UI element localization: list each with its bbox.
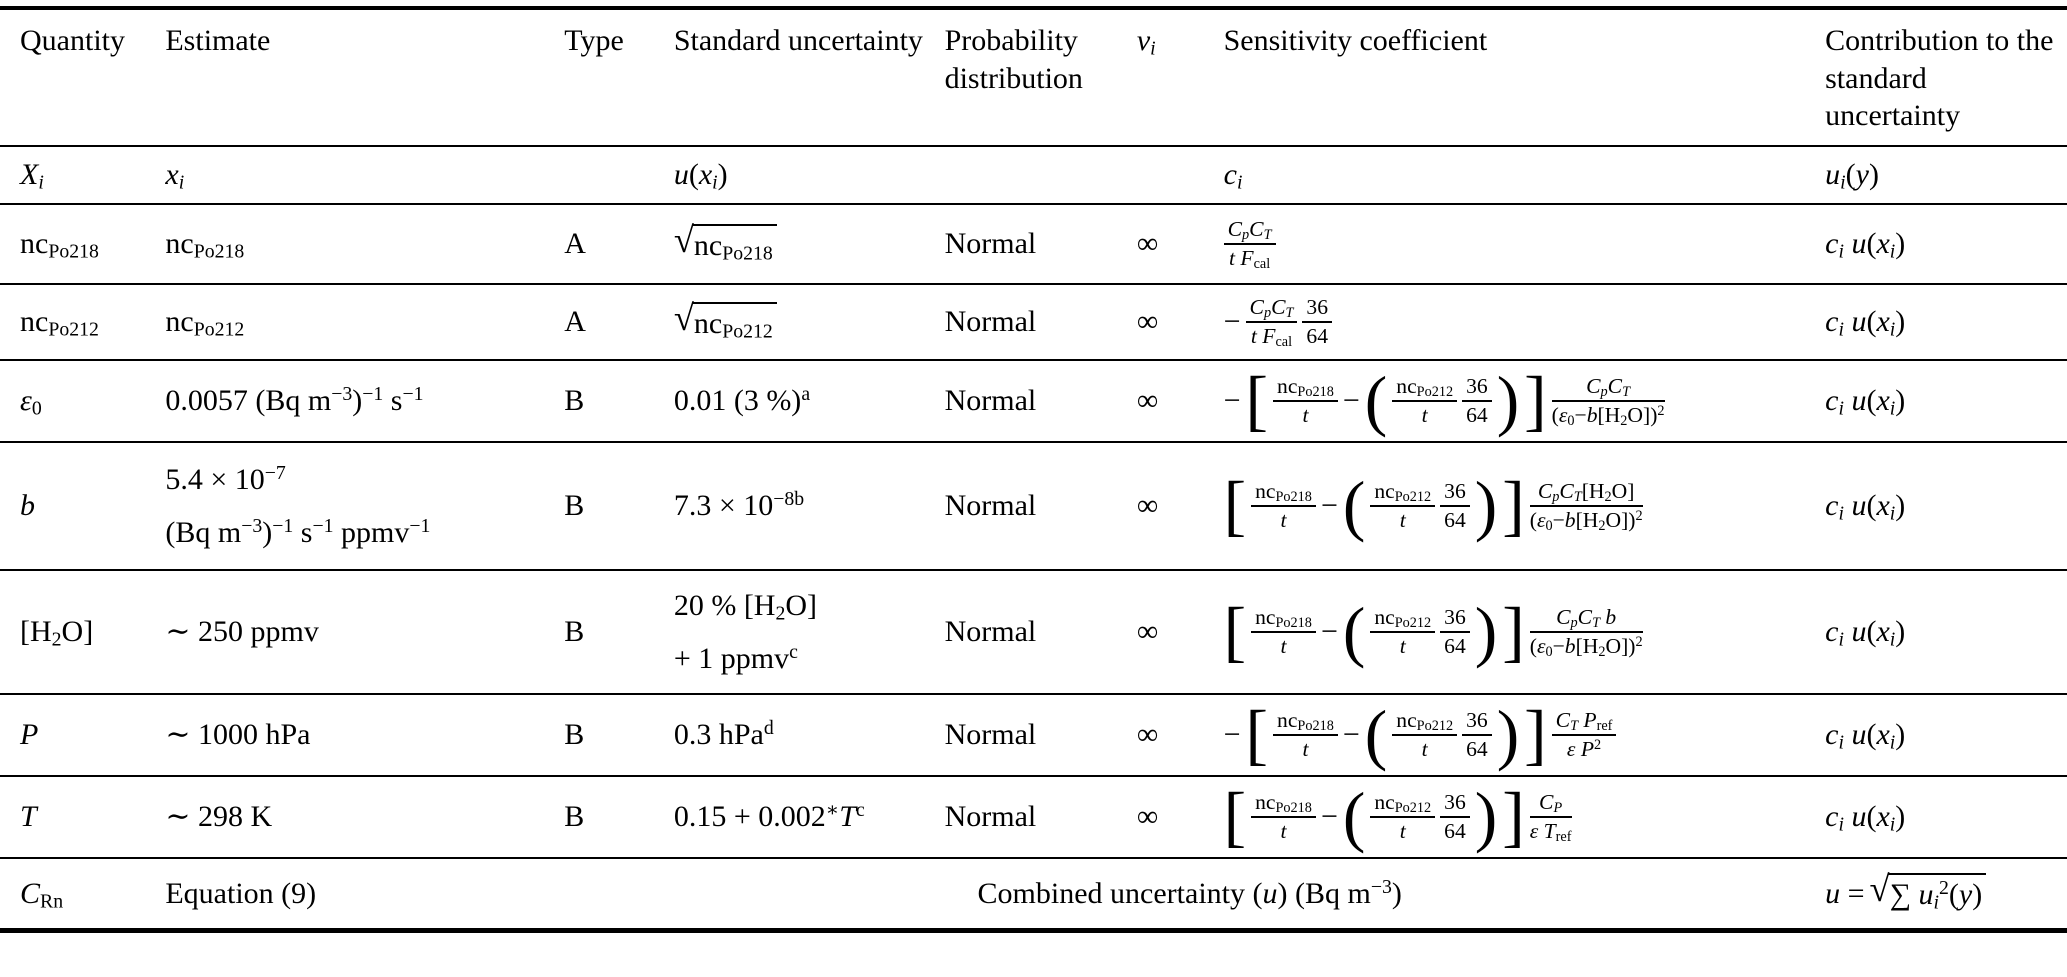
text-line: 20 % $[H_2O]$ — [673, 588, 818, 624]
cell-standard-uncertainty — [674, 570, 945, 694]
estimate-lines — [165, 716, 554, 754]
text-line: (Bq $m^{-3})^{-1}$ $s^{-1}$ ppmv$^{-1}$ — [165, 515, 431, 549]
cell-estimate — [165, 204, 564, 284]
text-line: ∼ 298 K — [165, 800, 273, 834]
cell-estimate — [165, 360, 564, 442]
fraction — [1370, 605, 1435, 659]
numerator: $nc_{Po212}$ — [1370, 790, 1435, 818]
fraction — [1251, 605, 1316, 659]
bracket-delimiter: ( — [1364, 697, 1388, 772]
formula-text: u = — [1825, 876, 1865, 910]
radicand: $nc_{Po218}$ — [692, 224, 777, 265]
cell-degrees-of-freedom: ∞ — [1136, 384, 1159, 418]
fraction — [1552, 374, 1665, 428]
table-row — [0, 776, 2067, 858]
table-row — [0, 360, 2067, 442]
denominator: t — [1302, 403, 1309, 427]
column-header-2: Type — [564, 24, 624, 57]
cell-type: B — [564, 384, 585, 418]
estimate-lines — [165, 225, 554, 263]
bracket-delimiter: [ — [1245, 363, 1269, 438]
denominator: t — [1280, 508, 1287, 532]
denominator: $(\varepsilon_0-b[H_2O])^2$ — [1529, 507, 1643, 535]
denominator: ε $T_{ref}$ — [1529, 819, 1572, 846]
cell-type: A — [564, 227, 586, 261]
formula — [1825, 868, 2057, 914]
table-row — [0, 694, 2067, 776]
cell-estimate: Equation (9) — [165, 876, 317, 910]
fraction — [1530, 790, 1572, 844]
cell-quantity: T — [20, 800, 37, 834]
formula — [1223, 468, 1816, 543]
fraction — [1246, 295, 1298, 349]
formula-text: − — [1320, 615, 1338, 649]
cell-standard-uncertainty — [674, 442, 945, 570]
cell-probability-distribution: Normal — [944, 227, 1037, 261]
fraction — [1370, 790, 1435, 844]
denominator: t — [1421, 737, 1428, 761]
bracket-delimiter: ] — [1502, 594, 1525, 669]
symbol-cell-2 — [564, 146, 674, 204]
denominator: t — [1399, 508, 1406, 532]
column-header-3: Standard uncertainty — [673, 24, 923, 57]
formula-text: − — [1223, 305, 1241, 339]
cell-type: B — [564, 489, 585, 523]
numerator: $C_P$ — [1530, 790, 1572, 818]
estimate-lines — [165, 303, 554, 341]
uncertainty-lines — [674, 716, 935, 754]
uncertainty-lines — [674, 487, 935, 525]
cell-estimate — [165, 442, 564, 570]
cell-contribution: $c_i$ $u(x_i)$ — [1825, 384, 1906, 420]
bracket-delimiter: ) — [1474, 594, 1498, 669]
bracket-delimiter: ) — [1496, 363, 1520, 438]
fraction — [1302, 295, 1332, 349]
numerator: $nc_{Po218}$ — [1251, 790, 1316, 818]
numerator: 36 — [1440, 605, 1470, 633]
formula-text: − — [1342, 384, 1360, 418]
fraction — [1251, 479, 1316, 533]
numerator: $C_pC_T$ — [1224, 217, 1276, 245]
cell-quantity: b — [20, 489, 35, 523]
text-line: 0.3 hPa$^d$ — [673, 717, 774, 752]
numerator: $nc_{Po212}$ — [1392, 374, 1457, 402]
bracket-delimiter: ( — [1342, 468, 1366, 543]
numerator: $nc_{Po212}$ — [1392, 708, 1457, 736]
cell-contribution: $c_i$ $u(x_i)$ — [1825, 227, 1906, 263]
denominator: 64 — [1444, 508, 1466, 532]
fraction — [1530, 605, 1643, 659]
denominator: t — [1421, 403, 1428, 427]
denominator: t — [1280, 634, 1287, 658]
numerator: $C_pC_T$ — [1552, 374, 1665, 402]
formula — [1224, 217, 1816, 271]
bracket-delimiter: [ — [1223, 468, 1247, 543]
uncertainty-lines — [674, 798, 935, 836]
radical-sign-icon: √ — [1869, 868, 1890, 909]
cell-quantity: $[H_2O]$ — [20, 615, 94, 651]
fraction — [1462, 708, 1492, 762]
table-body — [0, 146, 2067, 930]
denominator: ε $P^2$ — [1566, 736, 1602, 761]
table-row — [0, 442, 2067, 570]
text-line: 0.01 (3 %)$^a$ — [673, 383, 811, 418]
text-line: $nc_{Po218}$ — [165, 227, 245, 263]
fraction — [1440, 479, 1470, 533]
text-line: 0.0057 (Bq $m^{-3})^{-1}$ $s^{-1}$ — [165, 383, 424, 418]
fraction — [1251, 790, 1316, 844]
cell-contribution: $c_i$ $u(x_i)$ — [1825, 800, 1906, 836]
fraction — [1552, 708, 1617, 762]
cell-estimate — [165, 570, 564, 694]
numerator: $C_pC_T$ b — [1530, 605, 1643, 633]
denominator: t $F_{cal}$ — [1228, 246, 1271, 273]
formula-text: − — [1320, 489, 1338, 523]
bracket-delimiter: ] — [1502, 779, 1525, 854]
numerator: $nc_{Po218}$ — [1273, 708, 1338, 736]
fraction — [1273, 708, 1338, 762]
radicand: ∑ $u_i^2(y)$ — [1888, 873, 1987, 914]
square-root — [673, 218, 777, 265]
square-root — [673, 296, 777, 343]
denominator: 64 — [1444, 634, 1466, 658]
formula-text: − — [1223, 384, 1241, 418]
fraction — [1273, 374, 1338, 428]
formula — [673, 218, 935, 265]
fraction — [1440, 790, 1470, 844]
cell-standard-uncertainty — [674, 284, 945, 360]
column-header-4: Probability distribution — [944, 24, 1083, 95]
denominator: t — [1399, 819, 1406, 843]
cell-contribution: $c_i$ $u(x_i)$ — [1825, 489, 1906, 525]
cell-type: B — [564, 718, 585, 752]
bracket-delimiter: ) — [1474, 468, 1498, 543]
cell-standard-uncertainty — [674, 204, 945, 284]
column-header-6: Sensitivity coefficient — [1223, 24, 1488, 57]
radical-sign-icon: √ — [673, 296, 694, 338]
denominator: 64 — [1466, 737, 1488, 761]
cell-degrees-of-freedom: ∞ — [1136, 718, 1159, 752]
numerator: $nc_{Po212}$ — [1370, 605, 1435, 633]
estimate-lines — [165, 382, 554, 420]
cell-quantity: $nc_{Po212}$ — [20, 305, 99, 341]
numerator: $nc_{Po212}$ — [1370, 479, 1435, 507]
numerator: $C_T$ $P_{ref}$ — [1552, 708, 1617, 736]
cell-sensitivity-coefficient — [1224, 204, 1826, 284]
cell-degrees-of-freedom: ∞ — [1136, 489, 1159, 523]
bracket-delimiter: ] — [1524, 697, 1547, 772]
numerator: $nc_{Po218}$ — [1251, 605, 1316, 633]
text-line: + 1 ppmv$^c$ — [673, 641, 798, 675]
denominator: 64 — [1306, 324, 1329, 348]
numerator: 36 — [1440, 479, 1470, 507]
text-line: $5.4 \times 10^{-7}$ — [165, 461, 286, 496]
column-header-5: $v_i$ — [1136, 24, 1156, 60]
table-header — [0, 8, 2067, 146]
denominator: t — [1302, 737, 1309, 761]
bracket-delimiter: [ — [1223, 779, 1247, 854]
bracket-delimiter: ] — [1524, 363, 1547, 438]
bracket-delimiter: ] — [1502, 468, 1525, 543]
cell-quantity: $nc_{Po218}$ — [20, 227, 99, 263]
numerator: $C_pC_T[H_2O]$ — [1530, 479, 1643, 507]
cell-degrees-of-freedom: ∞ — [1136, 800, 1159, 834]
symbol-cell-7: $u_i(y)$ — [1825, 158, 1879, 194]
fraction — [1370, 479, 1435, 533]
formula-text: − — [1320, 800, 1338, 834]
symbol-cell-0: $X_i$ — [20, 158, 44, 194]
formula — [1223, 363, 1816, 438]
cell-estimate — [165, 776, 564, 858]
cell-standard-uncertainty — [674, 776, 945, 858]
cell-type: B — [564, 615, 585, 649]
bracket-delimiter: ) — [1496, 697, 1520, 772]
symbol-cell-5 — [1137, 146, 1224, 204]
symbol-cell-3: $u(x_i)$ — [673, 158, 728, 194]
cell-contribution — [1825, 858, 2067, 930]
numerator: $C_pC_T$ — [1246, 295, 1298, 323]
estimate-lines — [165, 613, 554, 651]
radicand: $nc_{Po212}$ — [692, 302, 777, 343]
column-header-0: Quantity — [20, 24, 125, 57]
cell-estimate — [165, 694, 564, 776]
denominator: 64 — [1466, 403, 1488, 427]
text-line: ∼ 1000 hPa — [165, 718, 311, 752]
cell-type: A — [564, 305, 586, 339]
cell-sensitivity-coefficient — [1224, 570, 1826, 694]
cell-degrees-of-freedom: ∞ — [1136, 227, 1159, 261]
bracket-delimiter: ) — [1474, 779, 1498, 854]
symbol-cell-4 — [945, 146, 1137, 204]
numerator: $nc_{Po218}$ — [1251, 479, 1316, 507]
fraction — [1462, 374, 1492, 428]
cell-probability-distribution: Normal — [944, 489, 1037, 523]
text-line: ∼ 250 ppmv — [165, 615, 319, 649]
cell-sensitivity-coefficient — [1224, 360, 1826, 442]
fraction — [1392, 374, 1457, 428]
table-row — [0, 284, 2067, 360]
cell-probability-distribution: Normal — [944, 800, 1037, 834]
numerator: 36 — [1302, 295, 1332, 323]
numerator: $nc_{Po218}$ — [1273, 374, 1338, 402]
cell-contribution: $c_i$ $u(x_i)$ — [1825, 615, 1906, 651]
fraction — [1440, 605, 1470, 659]
table-row — [0, 570, 2067, 694]
symbol-cell-1: $x_i$ — [165, 158, 185, 194]
cell-type: B — [564, 800, 585, 834]
text-line: $7.3 \times 10^{-8b}$ — [673, 488, 805, 523]
column-header-7: Contribution to the standard uncertainty — [1825, 24, 2054, 132]
cell-degrees-of-freedom: ∞ — [1136, 305, 1159, 339]
estimate-lines — [165, 798, 554, 836]
cell-quantity: $C_{Rn}$ — [20, 876, 64, 912]
cell-degrees-of-freedom: ∞ — [1136, 615, 1159, 649]
cell-sensitivity-coefficient — [1224, 694, 1826, 776]
formula-text: − — [1223, 718, 1241, 752]
bracket-delimiter: [ — [1245, 697, 1269, 772]
cell-contribution: $c_i$ $u(x_i)$ — [1825, 305, 1906, 341]
cell-quantity: P — [20, 718, 39, 752]
cell-estimate — [165, 284, 564, 360]
cell-sensitivity-coefficient — [1224, 442, 1826, 570]
denominator: t $F_{cal}$ — [1250, 324, 1293, 351]
text-line: $nc_{Po212}$ — [165, 305, 245, 341]
formula — [1223, 779, 1816, 854]
radical-sign-icon: √ — [673, 218, 694, 260]
denominator: t — [1280, 819, 1287, 843]
bracket-delimiter: ( — [1342, 779, 1366, 854]
denominator: $(\varepsilon_0-b[H_2O])^2$ — [1551, 402, 1665, 430]
column-header-1: Estimate — [165, 24, 271, 57]
uncertainty-budget-table — [0, 6, 2067, 933]
cell-probability-distribution: Normal — [944, 615, 1037, 649]
cell-probability-distribution: Normal — [944, 718, 1037, 752]
uncertainty-lines — [674, 382, 935, 420]
uncertainty-lines — [674, 587, 935, 678]
text-line: $0.15 + 0.002^∗T^c$ — [673, 799, 865, 834]
denominator: t — [1399, 634, 1406, 658]
formula-text: − — [1342, 718, 1360, 752]
estimate-lines — [165, 461, 554, 552]
cell-quantity: $\varepsilon_0$ — [20, 384, 42, 420]
denominator: 64 — [1444, 819, 1466, 843]
symbol-cell-6: $c_i$ — [1223, 158, 1243, 194]
formula — [1224, 295, 1816, 349]
numerator: 36 — [1462, 374, 1492, 402]
combined-uncertainty-row — [0, 858, 2067, 930]
combined-uncertainty-note: Combined uncertainty (u) (Bq $m^{-3}$) — [977, 875, 1402, 910]
bracket-delimiter: [ — [1223, 594, 1247, 669]
numerator: 36 — [1440, 790, 1470, 818]
fraction — [1530, 479, 1643, 533]
numerator: 36 — [1462, 708, 1492, 736]
bracket-delimiter: ( — [1364, 363, 1388, 438]
denominator: $(\varepsilon_0-b[H_2O])^2$ — [1529, 633, 1643, 661]
cell-sensitivity-coefficient — [1224, 284, 1826, 360]
table-row — [0, 204, 2067, 284]
bracket-delimiter: ( — [1342, 594, 1366, 669]
cell-standard-uncertainty — [674, 694, 945, 776]
symbol-row — [0, 146, 2067, 204]
square-root — [1869, 868, 1987, 914]
fraction — [1392, 708, 1457, 762]
cell-contribution: $c_i$ $u(x_i)$ — [1825, 718, 1906, 754]
cell-sensitivity-coefficient — [1224, 776, 1826, 858]
formula — [1223, 594, 1816, 669]
fraction — [1224, 217, 1276, 271]
cell-probability-distribution: Normal — [944, 384, 1037, 418]
cell-standard-uncertainty — [674, 360, 945, 442]
formula — [1223, 697, 1816, 772]
header-row — [0, 8, 2067, 146]
formula — [673, 296, 935, 343]
cell-probability-distribution: Normal — [944, 305, 1037, 339]
